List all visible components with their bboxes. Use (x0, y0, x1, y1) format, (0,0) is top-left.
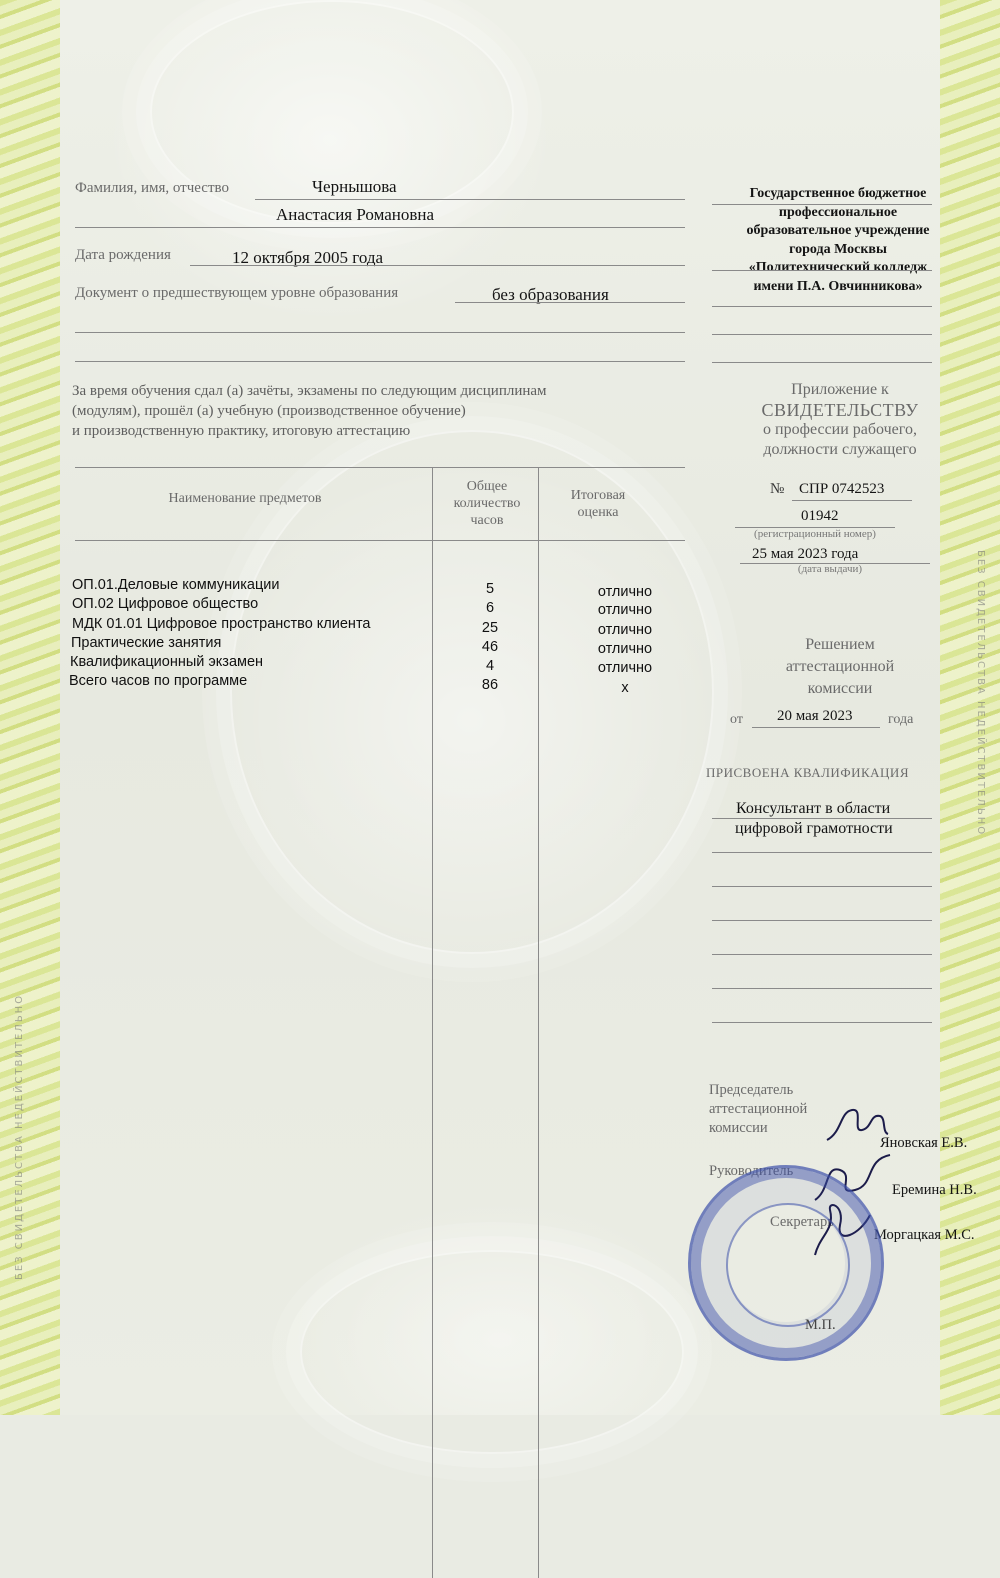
commission-line-1: Решением (805, 636, 875, 653)
institution-rule-5 (712, 362, 932, 363)
table-row-3-name: МДК 01.01 Цифровое пространство клиента (72, 616, 371, 632)
side-text-left: БЕЗ СВИДЕТЕЛЬСТВА НЕДЕЙСТВИТЕЛЬНО (14, 993, 25, 1280)
study-statement (72, 381, 672, 441)
table-row-2-name: ОП.02 Цифровое общество (72, 596, 259, 612)
seal-place-label: М.П. (805, 1317, 836, 1333)
table-row-2-hours: 6 (485, 600, 495, 616)
qualification-line-2: цифровой грамотности (735, 820, 893, 837)
chair-name: Яновская Е.В. (880, 1135, 968, 1151)
appendix-line-4: должности служащего (763, 441, 917, 458)
table-header-rule (75, 540, 685, 541)
background-rosette-bottom (300, 1250, 684, 1454)
table-divider-1 (432, 468, 433, 1578)
prev-doc-underline (455, 302, 685, 303)
issue-date-caption: (дата выдачи) (797, 563, 863, 575)
fio-underline-2 (75, 227, 685, 228)
registration-number: 01942 (801, 508, 839, 524)
seal-emblem-icon (726, 1203, 850, 1327)
commission-date-underline (752, 727, 880, 728)
blank-line-2 (75, 361, 685, 362)
prev-doc-label: Документ о предшествующем уровне образования (75, 285, 399, 301)
certificate-number-underline (792, 500, 912, 501)
study-statement-line-2: (модулям), прошёл (а) учебную (производственное обучение) (72, 403, 466, 419)
col-header-hours-line-3: часов (470, 513, 504, 528)
table-top-rule (75, 467, 685, 468)
qualification-blank-5 (712, 1022, 932, 1023)
appendix-line-2: СВИДЕТЕЛЬСТВУ (761, 400, 919, 420)
table-row-1-hours: 5 (485, 581, 495, 597)
table-row-3-hours: 25 (481, 620, 499, 636)
certificate-number-sign: № (770, 481, 785, 497)
certificate-number: СПР 0742523 (799, 481, 885, 497)
table-row-4-hours: 46 (481, 639, 499, 655)
col-header-grade-line-2: оценка (577, 505, 619, 520)
institution-line-4: города Москвы (789, 241, 887, 257)
institution-rule-2 (712, 270, 932, 271)
institution-line-3: образовательное учреждение (746, 223, 930, 239)
col-header-hours-line-1: Общее (466, 479, 508, 494)
qualification-blank-1 (712, 886, 932, 887)
commission-line-2: аттестационной (785, 658, 895, 675)
fio-surname: Чернышова (312, 177, 397, 196)
chair-role (709, 1081, 807, 1138)
table-row-2-grade: отлично (597, 602, 653, 618)
birth-date-label: Дата рождения (75, 247, 171, 263)
study-statement-line-3: и производственную практику, итоговую аттестацию (72, 423, 411, 439)
side-text-right: БЕЗ СВИДЕТЕЛЬСТВА НЕДЕЙСТВИТЕЛЬНО (975, 550, 986, 837)
chair-role-line-1: Председатель (709, 1082, 794, 1098)
qualification-underline-2 (712, 852, 932, 853)
birth-date-underline (190, 265, 685, 266)
table-row-1-grade: отлично (597, 584, 653, 600)
col-header-name: Наименование предметов (168, 491, 322, 506)
table-row-6-hours: 86 (481, 677, 499, 693)
head-role: Руководитель (709, 1163, 794, 1179)
commission-decision (705, 634, 975, 700)
table-row-6-grade: х (621, 680, 629, 696)
table-row-4-name: Практические занятия (71, 635, 222, 651)
birth-date-value: 12 октября 2005 года (232, 248, 384, 267)
commission-line-3: комиссии (807, 680, 873, 697)
institution-name (708, 185, 968, 297)
fio-name: Анастасия Романовна (276, 205, 435, 224)
commission-date-from: от (730, 712, 743, 727)
commission-date: 20 мая 2023 (777, 708, 853, 724)
chair-role-line-2: аттестационной (709, 1101, 808, 1117)
institution-rule-3 (712, 306, 932, 307)
appendix-line-3: о профессии рабочего, (763, 421, 917, 438)
appendix-heading (705, 380, 975, 460)
institution-rule-1 (712, 204, 932, 205)
fio-underline-1 (255, 199, 685, 200)
qualification-underline-1 (712, 818, 932, 819)
blank-line-1 (75, 332, 685, 333)
table-row-6-name: Всего часов по программе (69, 673, 248, 689)
institution-rule-4 (712, 334, 932, 335)
registration-number-caption: (регистрационный номер) (754, 528, 876, 540)
qualification-blank-4 (712, 988, 932, 989)
appendix-line-1: Приложение к (791, 381, 889, 398)
fio-label: Фамилия, имя, отчество (75, 180, 229, 196)
chair-role-line-3: комиссии (709, 1120, 768, 1136)
institution-line-2: профессиональное (778, 204, 898, 220)
institution-line-1: Государственное бюджетное (749, 186, 927, 201)
institution-line-6: имени П.А. Овчинникова» (753, 278, 923, 294)
qualification-label: ПРИСВОЕНА КВАЛИФИКАЦИЯ (706, 765, 909, 780)
table-row-5-name: Квалификационный экзамен (70, 654, 264, 670)
study-statement-line-1: За время обучения сдал (а) зачёты, экзамены по следующим дисциплинам (72, 383, 547, 399)
institution-line-5: «Политехнический колледж (748, 260, 928, 276)
qualification-blank-2 (712, 920, 932, 921)
col-header-hours-line-2: количество (453, 496, 521, 511)
table-row-5-hours: 4 (485, 658, 495, 674)
issue-date: 25 мая 2023 года (752, 546, 859, 562)
left-guilloche-border (0, 0, 60, 1415)
secretary-role: Секретарь (770, 1214, 834, 1230)
table-divider-2 (538, 468, 539, 1578)
col-header-grade-line-1: Итоговая (570, 488, 626, 503)
qualification-line-1: Консультант в области (736, 800, 891, 817)
official-seal-icon (688, 1165, 884, 1361)
col-header-grade (548, 487, 648, 521)
chair-signature-icon (822, 1102, 892, 1147)
col-header-hours (432, 478, 542, 529)
commission-date-year: года (888, 712, 914, 727)
table-row-5-grade: отлично (597, 660, 653, 676)
table-row-4-grade: отлично (597, 641, 653, 657)
table-row-1-name: ОП.01.Деловые коммуникации (72, 577, 280, 593)
secretary-name: Моргацкая М.С. (874, 1227, 975, 1243)
table-row-3-grade: отлично (597, 622, 653, 638)
head-name: Еремина Н.В. (892, 1182, 977, 1198)
prev-doc-value: без образования (492, 285, 609, 304)
qualification-blank-3 (712, 954, 932, 955)
